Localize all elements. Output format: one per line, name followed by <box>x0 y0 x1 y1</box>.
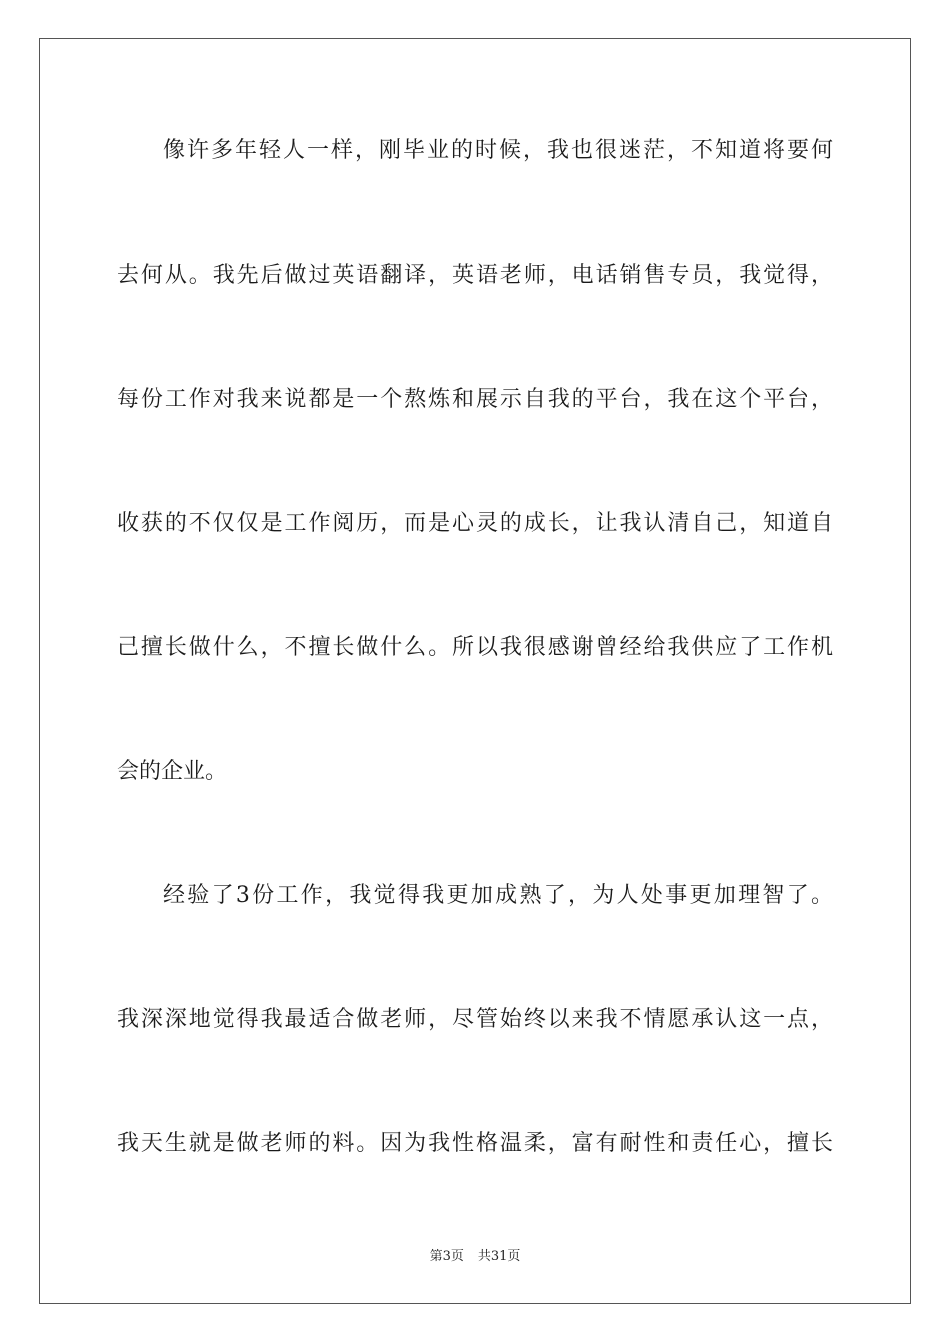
paragraph-line: 经验了3份工作，我觉得我更加成熟了，为人处事更加理智了。 <box>163 883 833 908</box>
page-border <box>39 38 911 1304</box>
paragraph-line: 每份工作对我来说都是一个熬炼和展示自我的平台，我在这个平台， <box>117 387 833 412</box>
paragraph-line: 像许多年轻人一样，刚毕业的时候，我也很迷茫，不知道将要何 <box>163 138 833 163</box>
page-total: 共31页 <box>477 1249 521 1264</box>
page-number: 第3页 <box>429 1249 464 1264</box>
paragraph-line: 己擅长做什么，不擅长做什么。所以我很感谢曾经给我供应了工作机 <box>117 635 833 660</box>
paragraph-line: 去何从。我先后做过英语翻译，英语老师，电话销售专员，我觉得， <box>117 263 833 288</box>
paragraph-line: 会的企业。 <box>117 759 228 784</box>
page-footer <box>0 1248 950 1266</box>
paragraph-line: 收获的不仅仅是工作阅历，而是心灵的成长，让我认清自己，知道自 <box>117 511 833 536</box>
paragraph-line: 我天生就是做老师的料。因为我性格温柔，富有耐性和责任心，擅长 <box>117 1131 833 1156</box>
paragraph-line: 我深深地觉得我最适合做老师，尽管始终以来我不情愿承认这一点， <box>117 1007 833 1032</box>
